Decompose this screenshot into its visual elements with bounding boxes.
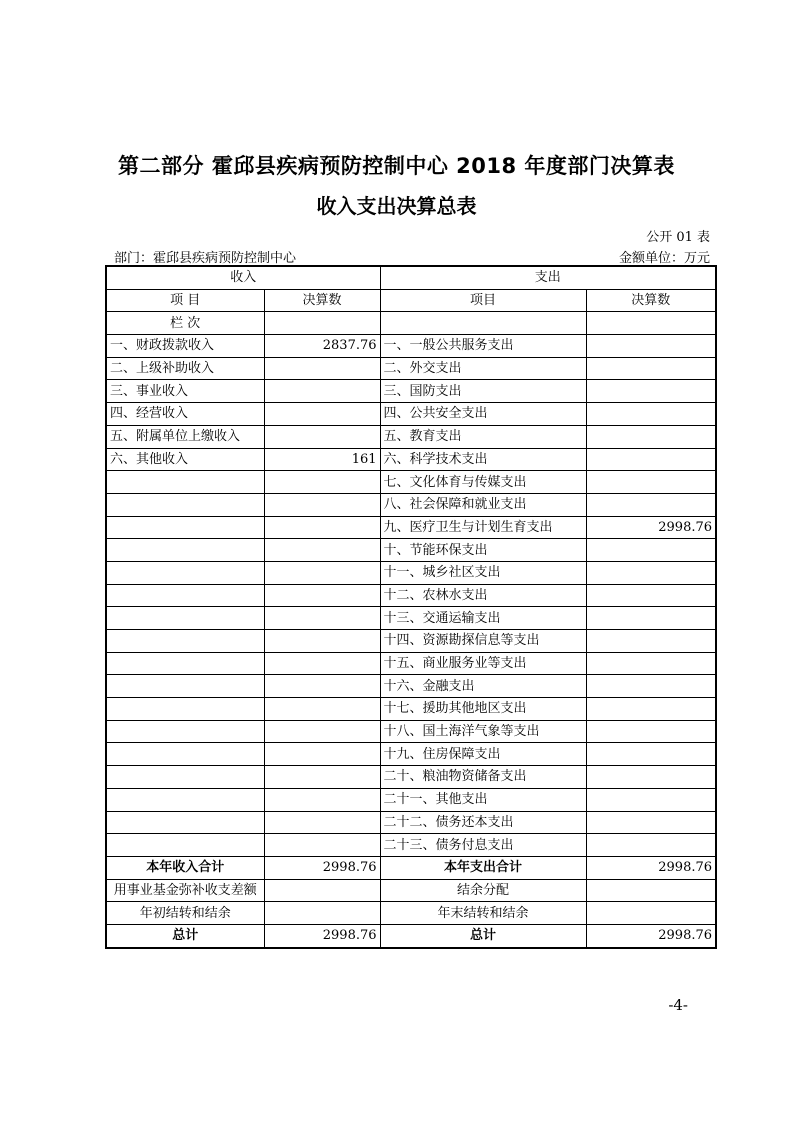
income-amount	[264, 811, 380, 834]
income-item	[106, 698, 264, 721]
income-amount	[264, 675, 380, 698]
expense-item: 二十三、债务付息支出	[380, 834, 586, 857]
income-amount	[264, 766, 380, 789]
expense-amount	[586, 448, 716, 471]
income-item	[106, 743, 264, 766]
expense-amount-header: 决算数	[586, 289, 716, 312]
income-amount	[264, 698, 380, 721]
table-row	[106, 335, 716, 358]
grand-total-row	[106, 924, 716, 947]
expense-amount	[586, 675, 716, 698]
page-title: 第二部分 霍邱县疾病预防控制中心 2018 年度部门决算表	[118, 154, 675, 178]
expense-amount	[586, 834, 716, 857]
income-item	[106, 493, 264, 516]
income-item	[106, 834, 264, 857]
expense-item: 十四、资源勘探信息等支出	[380, 630, 586, 653]
table-row	[106, 539, 716, 562]
income-item	[106, 788, 264, 811]
income-amount	[264, 425, 380, 448]
income-item	[106, 471, 264, 494]
income-item-header: 项 目	[106, 289, 264, 312]
expense-amount	[586, 630, 716, 653]
table-row	[106, 471, 716, 494]
table-row	[106, 698, 716, 721]
expense-amount	[586, 561, 716, 584]
expense-item: 二十、粮油物资储备支出	[380, 766, 586, 789]
expense-item: 三、国防支出	[380, 380, 586, 403]
expense-amount	[586, 335, 716, 358]
expense-item: 二、外交支出	[380, 357, 586, 380]
table-row	[106, 425, 716, 448]
income-amount	[264, 607, 380, 630]
table-row	[106, 811, 716, 834]
expense-item: 十三、交通运输支出	[380, 607, 586, 630]
income-item	[106, 630, 264, 653]
income-amount	[264, 357, 380, 380]
income-amount	[264, 561, 380, 584]
fund-supplement-row	[106, 879, 716, 902]
income-expense-table	[105, 265, 717, 949]
expense-item: 十六、金融支出	[380, 675, 586, 698]
income-item: 四、经营收入	[106, 403, 264, 426]
year-income-total-label: 本年收入合计	[106, 856, 264, 879]
income-item	[106, 561, 264, 584]
income-amount: 161	[264, 448, 380, 471]
income-item	[106, 675, 264, 698]
amount-unit-label: 金额单位：万元	[618, 251, 710, 266]
income-item	[106, 652, 264, 675]
year-total-row	[106, 856, 716, 879]
expense-amount	[586, 698, 716, 721]
expense-amount	[586, 357, 716, 380]
table-row	[106, 675, 716, 698]
income-amount	[264, 584, 380, 607]
table-row	[106, 607, 716, 630]
column-index-row	[106, 312, 716, 335]
income-item	[106, 607, 264, 630]
expense-item: 十八、国土海洋气象等支出	[380, 720, 586, 743]
income-amount	[264, 720, 380, 743]
table-row	[106, 630, 716, 653]
expense-header: 支出	[380, 266, 716, 289]
grand-total-expense-value: 2998.76	[586, 924, 716, 947]
closing-balance-label: 年末结转和结余	[380, 902, 586, 925]
column-index-label: 栏 次	[106, 312, 264, 335]
table-row	[106, 652, 716, 675]
expense-item-header: 项目	[380, 289, 586, 312]
surplus-distribution-label: 结余分配	[380, 879, 586, 902]
expense-item: 二十二、债务还本支出	[380, 811, 586, 834]
income-amount: 2837.76	[264, 335, 380, 358]
income-amount	[264, 471, 380, 494]
income-amount	[264, 516, 380, 539]
income-item: 三、事业收入	[106, 380, 264, 403]
form-number: 公开 01 表	[646, 230, 710, 245]
income-amount	[264, 380, 380, 403]
income-amount	[264, 630, 380, 653]
income-item	[106, 584, 264, 607]
table-row	[106, 380, 716, 403]
table-row	[106, 834, 716, 857]
expense-amount	[586, 788, 716, 811]
expense-item: 十七、援助其他地区支出	[380, 698, 586, 721]
expense-item: 一、一般公共服务支出	[380, 335, 586, 358]
expense-amount	[586, 766, 716, 789]
table-row	[106, 448, 716, 471]
table-row	[106, 403, 716, 426]
page-number: -4-	[668, 996, 688, 1014]
income-header: 收入	[106, 266, 380, 289]
expense-amount	[586, 720, 716, 743]
table-body	[106, 335, 716, 857]
expense-amount	[586, 743, 716, 766]
income-amount	[264, 493, 380, 516]
expense-amount	[586, 652, 716, 675]
expense-item: 十二、农林水支出	[380, 584, 586, 607]
expense-amount	[586, 584, 716, 607]
column-header-row	[106, 289, 716, 312]
table-row	[106, 788, 716, 811]
expense-amount	[586, 471, 716, 494]
table-row	[106, 493, 716, 516]
balance-row	[106, 902, 716, 925]
expense-item: 九、医疗卫生与计划生育支出	[380, 516, 586, 539]
expense-item: 十一、城乡社区支出	[380, 561, 586, 584]
year-expense-total-value: 2998.76	[586, 856, 716, 879]
income-item	[106, 539, 264, 562]
table-row	[106, 561, 716, 584]
income-item: 六、其他收入	[106, 448, 264, 471]
year-income-total-value: 2998.76	[264, 856, 380, 879]
income-item	[106, 811, 264, 834]
department-label: 部门：霍邱县疾病预防控制中心	[114, 251, 297, 266]
expense-item: 六、科学技术支出	[380, 448, 586, 471]
expense-item: 四、公共安全支出	[380, 403, 586, 426]
opening-balance-label: 年初结转和结余	[106, 902, 264, 925]
expense-item: 十五、商业服务业等支出	[380, 652, 586, 675]
fund-supplement-label: 用事业基金弥补收支差额	[106, 879, 264, 902]
expense-item: 十九、住房保障支出	[380, 743, 586, 766]
income-amount	[264, 403, 380, 426]
grand-total-income-label: 总计	[106, 924, 264, 947]
table-row	[106, 584, 716, 607]
income-amount	[264, 652, 380, 675]
table-row	[106, 766, 716, 789]
expense-item: 十、节能环保支出	[380, 539, 586, 562]
income-amount	[264, 539, 380, 562]
expense-item: 五、教育支出	[380, 425, 586, 448]
table-row	[106, 516, 716, 539]
income-amount	[264, 788, 380, 811]
income-item: 二、上级补助收入	[106, 357, 264, 380]
expense-amount	[586, 607, 716, 630]
expense-item: 二十一、其他支出	[380, 788, 586, 811]
grand-total-expense-label: 总计	[380, 924, 586, 947]
expense-amount	[586, 380, 716, 403]
income-amount-header: 决算数	[264, 289, 380, 312]
expense-amount	[586, 811, 716, 834]
table-row	[106, 720, 716, 743]
income-amount	[264, 834, 380, 857]
year-expense-total-label: 本年支出合计	[380, 856, 586, 879]
expense-amount	[586, 425, 716, 448]
table-title: 收入支出决算总表	[316, 194, 477, 218]
section-header-row	[106, 266, 716, 289]
expense-amount	[586, 403, 716, 426]
expense-amount: 2998.76	[586, 516, 716, 539]
table-row	[106, 743, 716, 766]
expense-item: 七、文化体育与传媒支出	[380, 471, 586, 494]
income-item: 五、附属单位上缴收入	[106, 425, 264, 448]
expense-item: 八、社会保障和就业支出	[380, 493, 586, 516]
income-item	[106, 516, 264, 539]
expense-amount	[586, 539, 716, 562]
income-amount	[264, 743, 380, 766]
grand-total-income-value: 2998.76	[264, 924, 380, 947]
income-item	[106, 766, 264, 789]
table-row	[106, 357, 716, 380]
income-item	[106, 720, 264, 743]
expense-amount	[586, 493, 716, 516]
income-item: 一、财政拨款收入	[106, 335, 264, 358]
